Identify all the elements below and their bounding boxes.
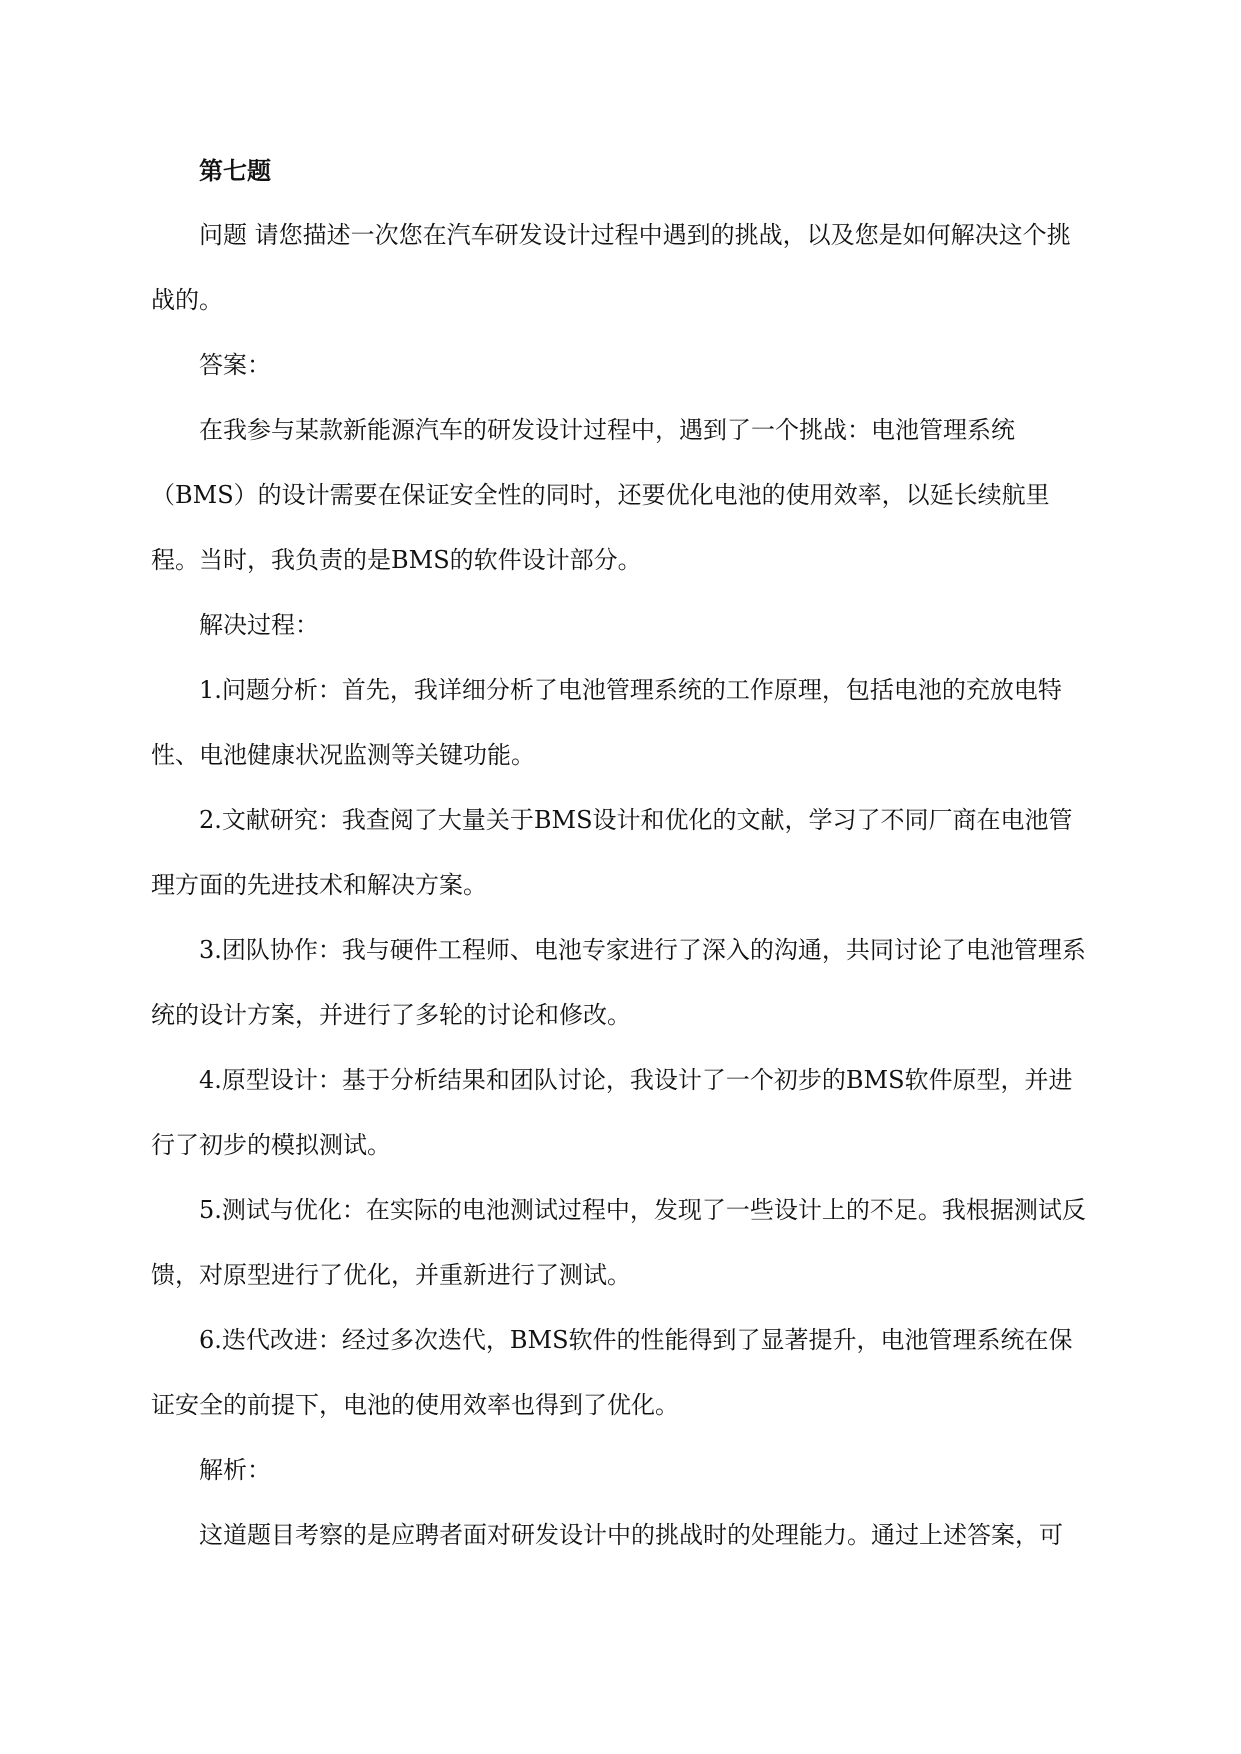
step-5: 5.测试与优化：在实际的电池测试过程中，发现了一些设计上的不足。我根据测试反馈，对原型进行了优化，并重新进行了测试。 [151,1196,1086,1289]
question-text: 问题 请您描述一次您在汽车研发设计过程中遇到的挑战，以及您是如何解决这个挑战的。 [151,221,1071,314]
answer-label: 答案： [199,351,271,379]
step-4: 4.原型设计：基于分析结果和团队讨论，我设计了一个初步的BMS软件原型，并进行了初步的模拟测试。 [151,1066,1073,1159]
step-1: 1.问题分析：首先，我详细分析了电池管理系统的工作原理，包括电池的充放电特性、电池健康状况监测等关键功能。 [151,676,1062,769]
question-title: 第七题 [199,156,271,185]
answer-intro: 在我参与某款新能源汽车的研发设计过程中，遇到了一个挑战：电池管理系统（BMS）的设计需要在保证安全性的同时，还要优化电池的使用效率，以延长续航里程。当时，我负责的是BMS的软件设计部分。 [151,416,1050,574]
step-6: 6.迭代改进：经过多次迭代，BMS软件的性能得到了显著提升，电池管理系统在保证安全的前提下，电池的使用效率也得到了优化。 [151,1326,1073,1419]
analysis-label: 解析： [199,1456,271,1484]
analysis-text: 这道题目考察的是应聘者面对研发设计中的挑战时的处理能力。通过上述答案，可 [199,1521,1063,1549]
solution-label: 解决过程： [199,611,319,639]
step-3: 3.团队协作：我与硬件工程师、电池专家进行了深入的沟通，共同讨论了电池管理系统的设计方案，并进行了多轮的讨论和修改。 [151,936,1086,1029]
step-2: 2.文献研究：我查阅了大量关于BMS设计和优化的文献，学习了不同厂商在电池管理方面的先进技术和解决方案。 [151,806,1073,899]
document-body [151,138,1091,1568]
